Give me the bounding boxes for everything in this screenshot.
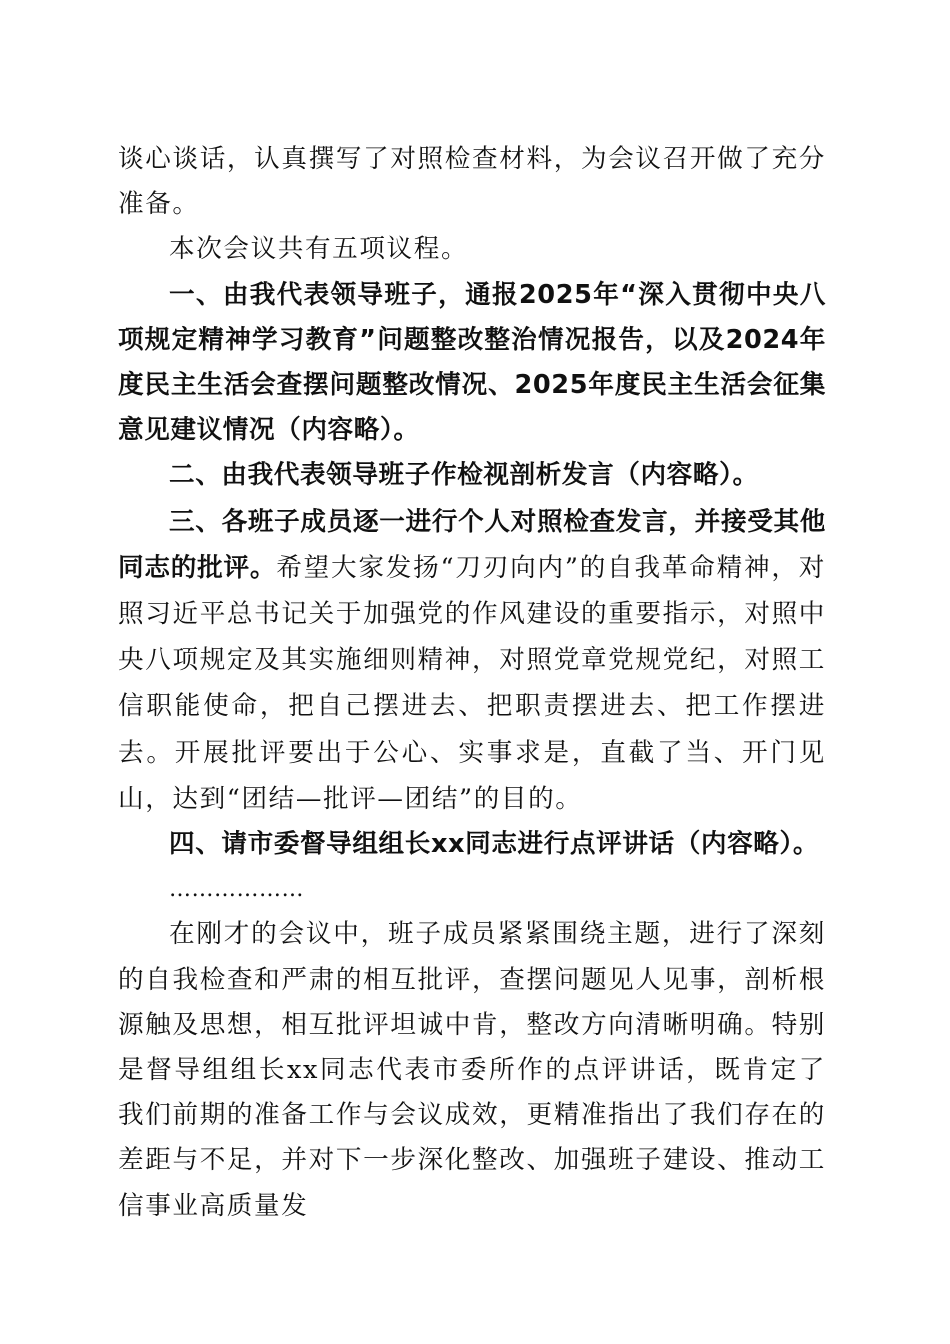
- document-body: [118, 137, 826, 1229]
- agenda-item-3-heading: 三、各班子成员逐一进行个人对照检查发言，并接受其他同志的批评。: [118, 506, 826, 583]
- agenda-item-4: 四、请市委督导组组长xx同志进行点评讲话（内容略）。: [169, 829, 820, 860]
- ellipsis-separator: ………………: [169, 877, 304, 903]
- agenda-item-3-body: 希望大家发扬“刀刃向内”的自我革命精神，对照习近平总书记关于加强党的作风建设的重要指示，对照中央八项规定及其实施细则精神，对照党章党规党纪，对照工信职能使命，把自己摆进去、把职责摆进去、把工作摆进去。开展批评要出于公心、实事求是，直截了当、开门见山，达到“团结—批评—团结”的目的。: [118, 552, 826, 814]
- paragraph-continuation: 谈心谈话，认真撰写了对照检查材料，为会议召开做了充分准备。: [118, 144, 826, 220]
- paragraph-agenda-intro: 本次会议共有五项议程。: [169, 234, 469, 265]
- agenda-item-2: 二、由我代表领导班子作检视剖析发言（内容略）。: [169, 460, 759, 491]
- agenda-item-3: [118, 499, 826, 822]
- paragraph-summary: 在刚才的会议中，班子成员紧紧围绕主题，进行了深刻的自我检查和严肃的相互批评，查摆问题见人见事，剖析根源触及思想，相互批评坦诚中肯，整改方向清晰明确。特别是督导组组长xx同志代表市委所作的点评讲话，既肯定了我们前期的准备工作与会议成效，更精准指出了我们存在的差距与不足，并对下一步深化整改、加强班子建设、推动工信事业高质量发: [118, 919, 826, 1221]
- agenda-item-1: 一、由我代表领导班子，通报2025年“深入贯彻中央八项规定精神学习教育”问题整改整治情况报告，以及2024年度民主生活会查摆问题整改情况、2025年度民主生活会征集意见建议情况（内容略）。: [118, 279, 826, 446]
